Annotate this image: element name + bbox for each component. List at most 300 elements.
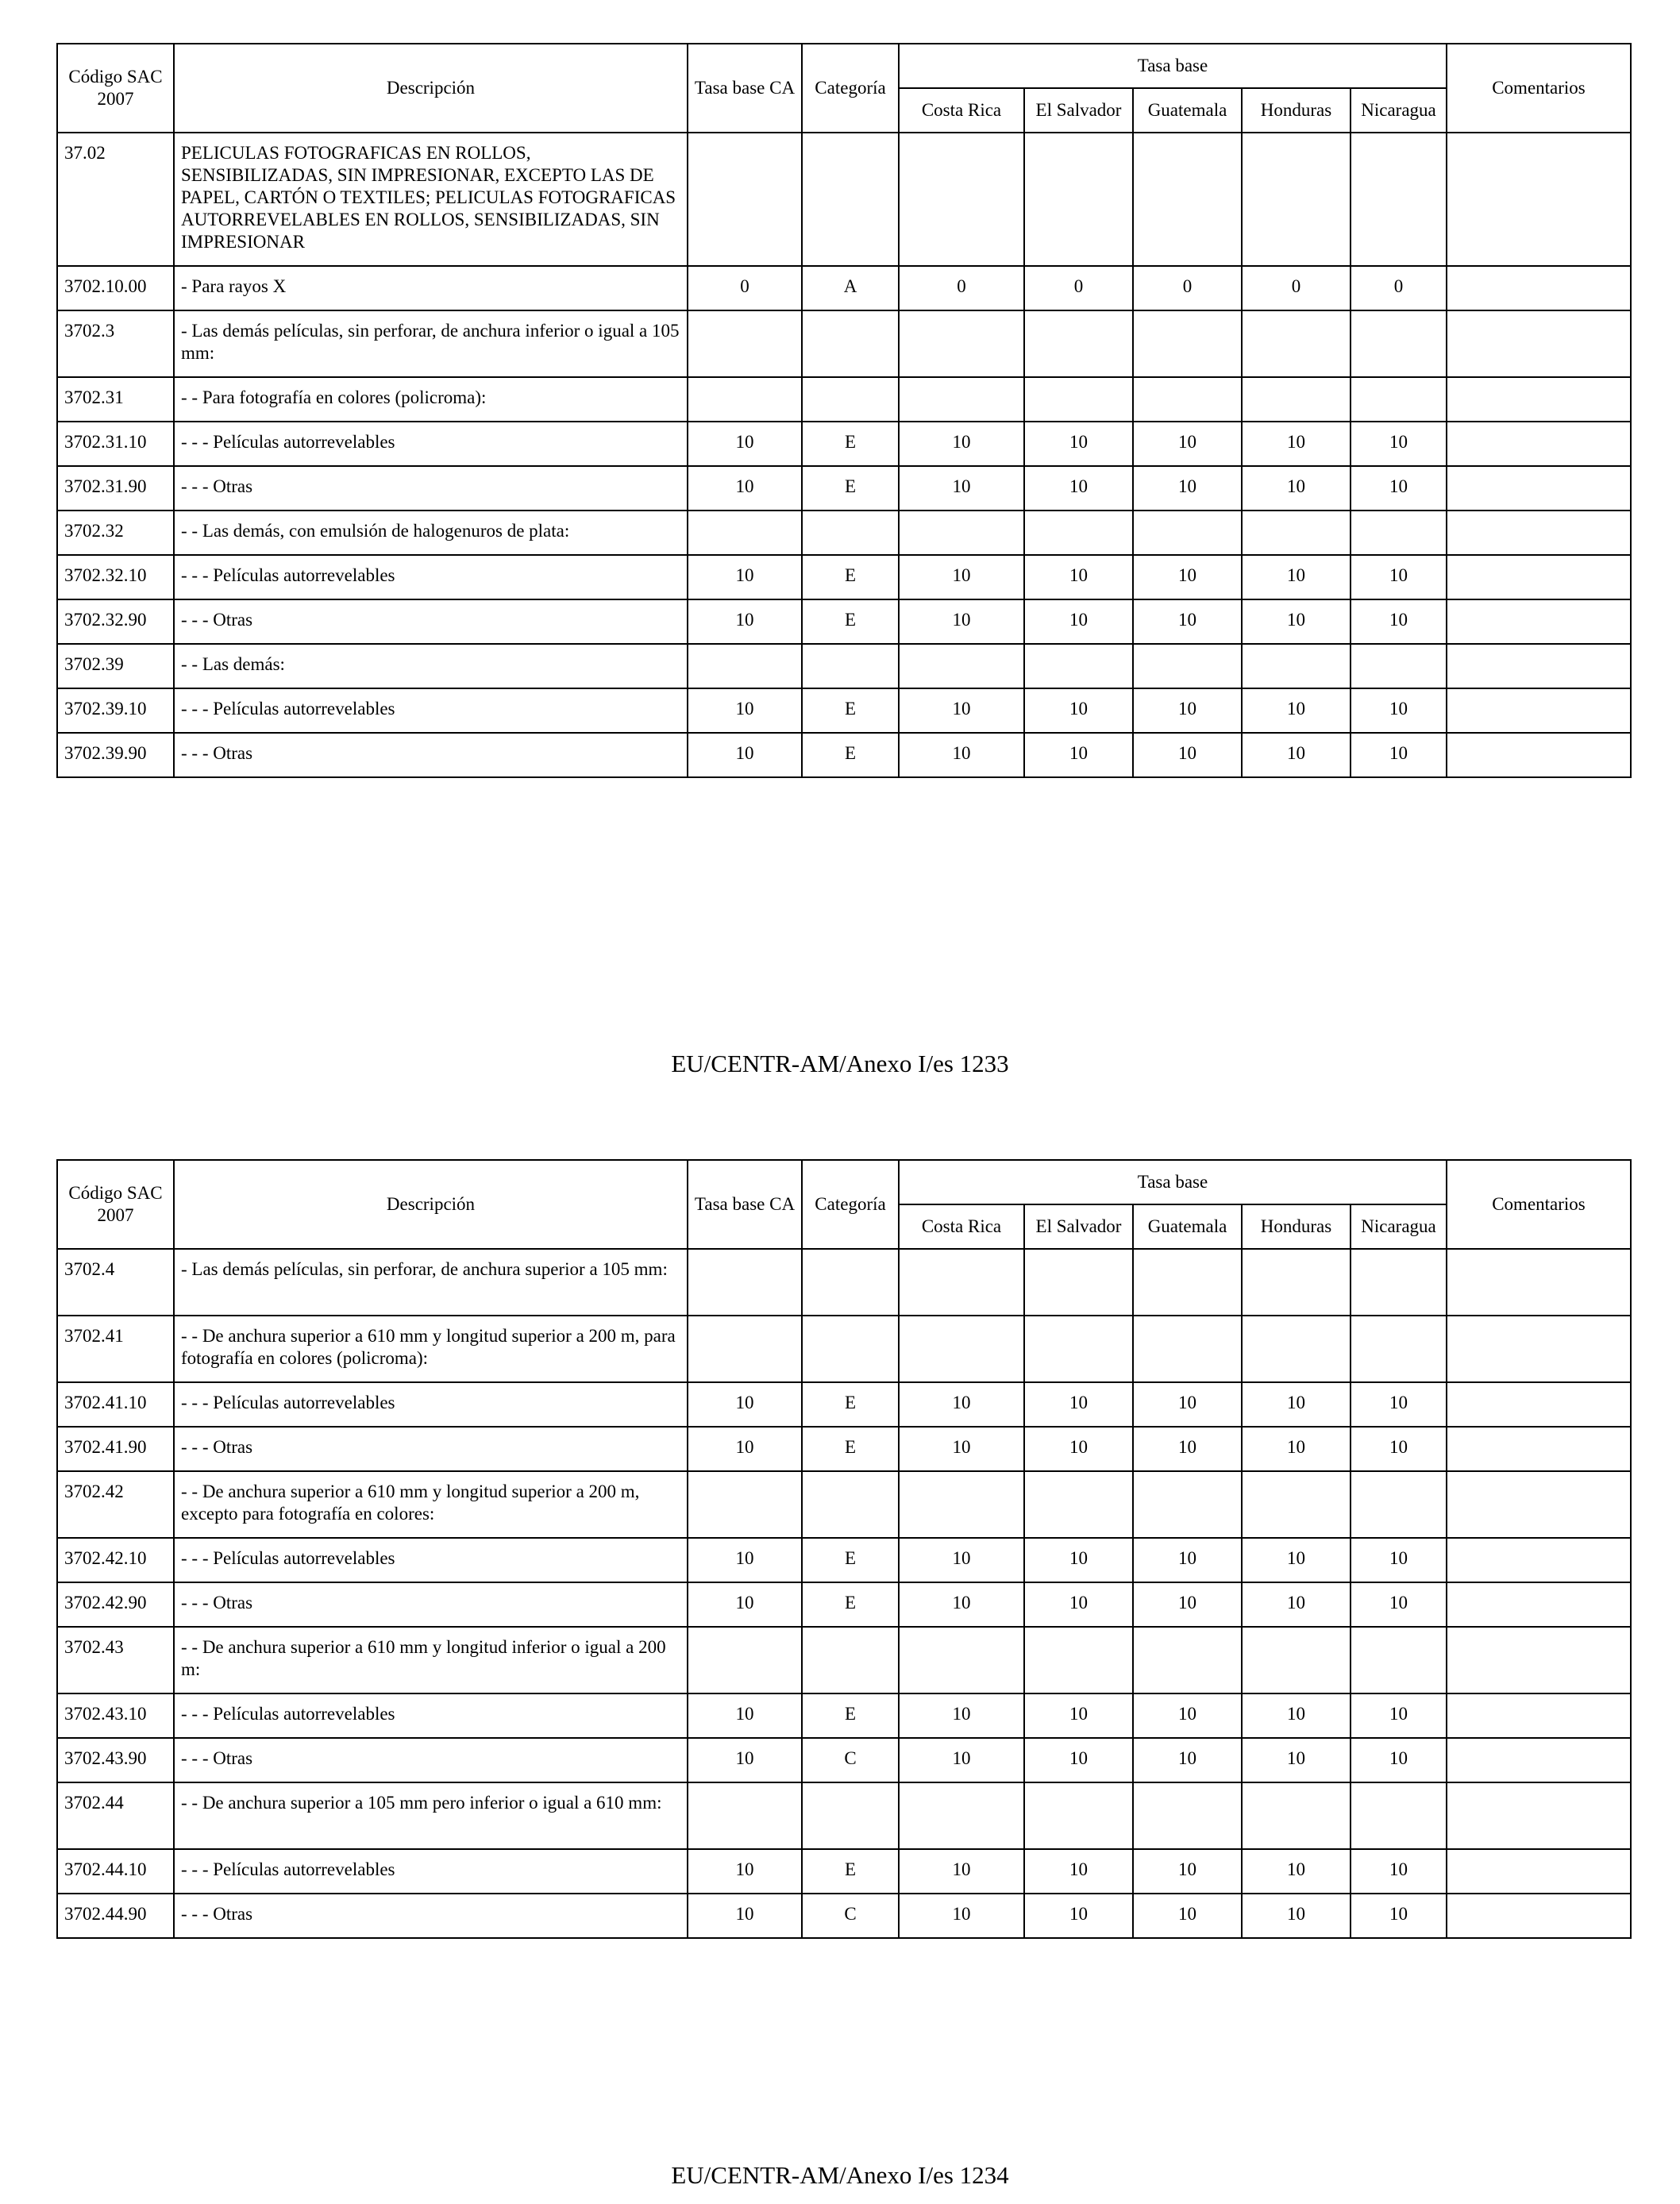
rate-el-salvador-cell: 10: [1024, 688, 1133, 733]
category-cell: [802, 511, 899, 555]
base-rate-ca-cell: 10: [688, 599, 802, 644]
rate-honduras-cell: 0: [1242, 266, 1351, 310]
description-cell: - - De anchura superior a 610 mm y longitud inferior o igual a 200 m:: [174, 1627, 688, 1693]
rate-el-salvador-cell: 10: [1024, 1894, 1133, 1938]
base-rate-ca-cell: [688, 1471, 802, 1538]
description-cell: - - - Otras: [174, 1582, 688, 1627]
table-row: [57, 1738, 1631, 1782]
description-cell: - Para rayos X: [174, 266, 688, 310]
rate-nicaragua-cell: 0: [1351, 266, 1447, 310]
header-base-rate-ca: Tasa base CA: [688, 1160, 802, 1249]
description-cell: - - - Películas autorrevelables: [174, 1693, 688, 1738]
description-cell: - - - Otras: [174, 599, 688, 644]
code-cell: 3702.32.90: [57, 599, 174, 644]
rate-honduras-cell: 10: [1242, 1849, 1351, 1894]
code-cell: 3702.32: [57, 511, 174, 555]
comments-cell: [1447, 511, 1631, 555]
description-cell: - - - Otras: [174, 733, 688, 777]
description-cell: - - - Otras: [174, 466, 688, 511]
rate-guatemala-cell: 10: [1133, 733, 1242, 777]
rate-guatemala-cell: 10: [1133, 1582, 1242, 1627]
base-rate-ca-cell: 10: [688, 688, 802, 733]
table-row: [57, 133, 1631, 266]
category-cell: E: [802, 1538, 899, 1582]
code-cell: 3702.41: [57, 1316, 174, 1382]
rate-nicaragua-cell: 10: [1351, 422, 1447, 466]
comments-cell: [1447, 1249, 1631, 1316]
rate-el-salvador-cell: 10: [1024, 1738, 1133, 1782]
base-rate-ca-cell: 10: [688, 1538, 802, 1582]
table-row: [57, 1471, 1631, 1538]
rate-costa-rica-cell: [899, 1471, 1024, 1538]
rate-guatemala-cell: 10: [1133, 466, 1242, 511]
rate-costa-rica-cell: 10: [899, 733, 1024, 777]
rate-guatemala-cell: [1133, 133, 1242, 266]
comments-cell: [1447, 310, 1631, 377]
description-cell: - - - Otras: [174, 1427, 688, 1471]
rate-costa-rica-cell: [899, 1782, 1024, 1849]
rate-el-salvador-cell: 10: [1024, 733, 1133, 777]
rate-guatemala-cell: 10: [1133, 1693, 1242, 1738]
base-rate-ca-cell: 10: [688, 1693, 802, 1738]
rate-el-salvador-cell: 0: [1024, 266, 1133, 310]
rate-guatemala-cell: 10: [1133, 422, 1242, 466]
base-rate-ca-cell: 10: [688, 466, 802, 511]
page-footer: EU/CENTR-AM/Anexo I/es 1233: [671, 1050, 1009, 1077]
rate-costa-rica-cell: 10: [899, 1738, 1024, 1782]
rate-guatemala-cell: [1133, 1627, 1242, 1693]
header-country-guatemala: Guatemala: [1133, 88, 1242, 133]
rate-costa-rica-cell: 0: [899, 266, 1024, 310]
tariff-table-2: [56, 1159, 1632, 1939]
description-cell: - Las demás películas, sin perforar, de anchura inferior o igual a 105 mm:: [174, 310, 688, 377]
category-cell: [802, 377, 899, 422]
rate-honduras-cell: 10: [1242, 422, 1351, 466]
category-cell: [802, 310, 899, 377]
rate-costa-rica-cell: 10: [899, 422, 1024, 466]
rate-nicaragua-cell: 10: [1351, 1582, 1447, 1627]
rate-nicaragua-cell: [1351, 511, 1447, 555]
comments-cell: [1447, 133, 1631, 266]
description-cell: - - De anchura superior a 610 mm y longitud superior a 200 m, excepto para fotografía en colores:: [174, 1471, 688, 1538]
base-rate-ca-cell: [688, 377, 802, 422]
comments-cell: [1447, 1582, 1631, 1627]
rate-guatemala-cell: [1133, 1249, 1242, 1316]
rate-costa-rica-cell: 10: [899, 1582, 1024, 1627]
category-cell: [802, 1316, 899, 1382]
code-cell: 3702.3: [57, 310, 174, 377]
rate-guatemala-cell: 10: [1133, 1427, 1242, 1471]
rate-guatemala-cell: [1133, 1316, 1242, 1382]
code-cell: 3702.43.10: [57, 1693, 174, 1738]
category-cell: [802, 1627, 899, 1693]
base-rate-ca-cell: 10: [688, 422, 802, 466]
table-row: [57, 1849, 1631, 1894]
rate-honduras-cell: [1242, 511, 1351, 555]
comments-cell: [1447, 1538, 1631, 1582]
rate-costa-rica-cell: 10: [899, 1382, 1024, 1427]
header-country-costa-rica: Costa Rica: [899, 88, 1024, 133]
rate-guatemala-cell: [1133, 1471, 1242, 1538]
header-code: Código SAC 2007: [57, 44, 174, 133]
code-cell: 3702.44: [57, 1782, 174, 1849]
rate-el-salvador-cell: 10: [1024, 1427, 1133, 1471]
rate-honduras-cell: [1242, 1782, 1351, 1849]
rate-costa-rica-cell: 10: [899, 1538, 1024, 1582]
rate-nicaragua-cell: 10: [1351, 466, 1447, 511]
base-rate-ca-cell: [688, 133, 802, 266]
rate-costa-rica-cell: 10: [899, 1894, 1024, 1938]
rate-honduras-cell: 10: [1242, 688, 1351, 733]
table-header: [57, 1160, 1631, 1249]
category-cell: [802, 1471, 899, 1538]
rate-guatemala-cell: [1133, 1782, 1242, 1849]
rate-honduras-cell: [1242, 310, 1351, 377]
table-row: [57, 1382, 1631, 1427]
rate-costa-rica-cell: [899, 377, 1024, 422]
header-country-costa-rica: Costa Rica: [899, 1204, 1024, 1249]
table-row: [57, 1627, 1631, 1693]
rate-honduras-cell: 10: [1242, 1427, 1351, 1471]
rate-el-salvador-cell: [1024, 1627, 1133, 1693]
category-cell: E: [802, 1849, 899, 1894]
category-cell: [802, 133, 899, 266]
code-cell: 3702.41.90: [57, 1427, 174, 1471]
table-row: [57, 1316, 1631, 1382]
category-cell: [802, 1249, 899, 1316]
rate-costa-rica-cell: [899, 1627, 1024, 1693]
base-rate-ca-cell: 10: [688, 1894, 802, 1938]
rate-el-salvador-cell: [1024, 1782, 1133, 1849]
table-row: [57, 1693, 1631, 1738]
table-row: [57, 733, 1631, 777]
code-cell: 3702.31: [57, 377, 174, 422]
rate-guatemala-cell: 10: [1133, 555, 1242, 599]
table-row: [57, 422, 1631, 466]
comments-cell: [1447, 466, 1631, 511]
rate-costa-rica-cell: 10: [899, 555, 1024, 599]
header-country-nicaragua: Nicaragua: [1351, 1204, 1447, 1249]
rate-guatemala-cell: [1133, 511, 1242, 555]
rate-nicaragua-cell: 10: [1351, 1538, 1447, 1582]
rate-costa-rica-cell: 10: [899, 1693, 1024, 1738]
description-cell: - - - Películas autorrevelables: [174, 1849, 688, 1894]
rate-nicaragua-cell: [1351, 1471, 1447, 1538]
table-row: [57, 1427, 1631, 1471]
code-cell: 3702.42.90: [57, 1582, 174, 1627]
category-cell: A: [802, 266, 899, 310]
rate-el-salvador-cell: [1024, 133, 1133, 266]
rate-nicaragua-cell: 10: [1351, 733, 1447, 777]
code-cell: 3702.4: [57, 1249, 174, 1316]
header-country-nicaragua: Nicaragua: [1351, 88, 1447, 133]
rate-costa-rica-cell: [899, 1316, 1024, 1382]
rate-nicaragua-cell: 10: [1351, 555, 1447, 599]
rate-costa-rica-cell: [899, 1249, 1024, 1316]
header-category: Categoría: [802, 44, 899, 133]
category-cell: E: [802, 733, 899, 777]
rate-nicaragua-cell: [1351, 1249, 1447, 1316]
comments-cell: [1447, 733, 1631, 777]
category-cell: E: [802, 1382, 899, 1427]
rate-el-salvador-cell: 10: [1024, 1849, 1133, 1894]
rate-guatemala-cell: 10: [1133, 1538, 1242, 1582]
header-country-honduras: Honduras: [1242, 88, 1351, 133]
description-cell: - - Las demás:: [174, 644, 688, 688]
header-base-rate: Tasa base: [899, 1160, 1447, 1204]
comments-cell: [1447, 1782, 1631, 1849]
comments-cell: [1447, 1316, 1631, 1382]
description-cell: - - De anchura superior a 610 mm y longitud superior a 200 m, para fotografía en colores (policroma):: [174, 1316, 688, 1382]
rate-nicaragua-cell: 10: [1351, 599, 1447, 644]
header-country-el-salvador: El Salvador: [1024, 88, 1133, 133]
comments-cell: [1447, 1627, 1631, 1693]
rate-honduras-cell: 10: [1242, 466, 1351, 511]
header-base-rate: Tasa base: [899, 44, 1447, 88]
rate-nicaragua-cell: 10: [1351, 1894, 1447, 1938]
table-row: [57, 555, 1631, 599]
category-cell: E: [802, 688, 899, 733]
header-comments: Comentarios: [1447, 1160, 1631, 1249]
comments-cell: [1447, 599, 1631, 644]
base-rate-ca-cell: 10: [688, 733, 802, 777]
code-cell: 37.02: [57, 133, 174, 266]
rate-honduras-cell: [1242, 1471, 1351, 1538]
category-cell: E: [802, 1693, 899, 1738]
code-cell: 3702.10.00: [57, 266, 174, 310]
rate-honduras-cell: 10: [1242, 555, 1351, 599]
table-row: [57, 310, 1631, 377]
rate-guatemala-cell: [1133, 310, 1242, 377]
code-cell: 3702.44.10: [57, 1849, 174, 1894]
comments-cell: [1447, 1693, 1631, 1738]
rate-nicaragua-cell: [1351, 1782, 1447, 1849]
header-code: Código SAC 2007: [57, 1160, 174, 1249]
base-rate-ca-cell: 10: [688, 1738, 802, 1782]
rate-el-salvador-cell: 10: [1024, 466, 1133, 511]
description-cell: - - - Películas autorrevelables: [174, 1382, 688, 1427]
category-cell: E: [802, 555, 899, 599]
table-header: [57, 44, 1631, 133]
comments-cell: [1447, 1894, 1631, 1938]
tariff-table-1: [56, 43, 1632, 778]
base-rate-ca-cell: [688, 1782, 802, 1849]
rate-el-salvador-cell: 10: [1024, 1538, 1133, 1582]
rate-nicaragua-cell: 10: [1351, 1382, 1447, 1427]
rate-guatemala-cell: 10: [1133, 1738, 1242, 1782]
comments-cell: [1447, 1849, 1631, 1894]
rate-guatemala-cell: 10: [1133, 1382, 1242, 1427]
header-description: Descripción: [174, 1160, 688, 1249]
code-cell: 3702.43: [57, 1627, 174, 1693]
rate-el-salvador-cell: [1024, 644, 1133, 688]
comments-cell: [1447, 1427, 1631, 1471]
table-body: [57, 1249, 1631, 1938]
rate-nicaragua-cell: 10: [1351, 1738, 1447, 1782]
rate-el-salvador-cell: [1024, 310, 1133, 377]
base-rate-ca-cell: 10: [688, 1582, 802, 1627]
rate-el-salvador-cell: 10: [1024, 1693, 1133, 1738]
table-row: [57, 511, 1631, 555]
rate-honduras-cell: [1242, 1316, 1351, 1382]
rate-costa-rica-cell: 10: [899, 1427, 1024, 1471]
table-row: [57, 644, 1631, 688]
rate-honduras-cell: [1242, 133, 1351, 266]
code-cell: 3702.39.10: [57, 688, 174, 733]
rate-honduras-cell: 10: [1242, 1382, 1351, 1427]
description-cell: - - Las demás, con emulsión de halogenuros de plata:: [174, 511, 688, 555]
code-cell: 3702.43.90: [57, 1738, 174, 1782]
rate-costa-rica-cell: [899, 644, 1024, 688]
comments-cell: [1447, 1738, 1631, 1782]
base-rate-ca-cell: 10: [688, 1849, 802, 1894]
category-cell: E: [802, 466, 899, 511]
rate-costa-rica-cell: 10: [899, 1849, 1024, 1894]
rate-nicaragua-cell: 10: [1351, 688, 1447, 733]
rate-honduras-cell: 10: [1242, 1894, 1351, 1938]
base-rate-ca-cell: [688, 1249, 802, 1316]
rate-honduras-cell: 10: [1242, 1738, 1351, 1782]
rate-nicaragua-cell: [1351, 1627, 1447, 1693]
code-cell: 3702.39.90: [57, 733, 174, 777]
description-cell: - - - Otras: [174, 1738, 688, 1782]
rate-honduras-cell: 10: [1242, 1538, 1351, 1582]
rate-costa-rica-cell: [899, 511, 1024, 555]
rate-guatemala-cell: 10: [1133, 688, 1242, 733]
rate-guatemala-cell: 10: [1133, 1849, 1242, 1894]
code-cell: 3702.41.10: [57, 1382, 174, 1427]
comments-cell: [1447, 422, 1631, 466]
rate-guatemala-cell: 0: [1133, 266, 1242, 310]
table-body: [57, 133, 1631, 777]
rate-costa-rica-cell: [899, 310, 1024, 377]
rate-el-salvador-cell: [1024, 377, 1133, 422]
category-cell: C: [802, 1738, 899, 1782]
rate-honduras-cell: 10: [1242, 599, 1351, 644]
rate-guatemala-cell: [1133, 644, 1242, 688]
base-rate-ca-cell: [688, 511, 802, 555]
category-cell: [802, 1782, 899, 1849]
description-cell: - - - Películas autorrevelables: [174, 422, 688, 466]
code-cell: 3702.44.90: [57, 1894, 174, 1938]
rate-el-salvador-cell: 10: [1024, 1582, 1133, 1627]
code-cell: 3702.42.10: [57, 1538, 174, 1582]
rate-el-salvador-cell: [1024, 1471, 1133, 1538]
rate-honduras-cell: [1242, 377, 1351, 422]
category-cell: E: [802, 422, 899, 466]
comments-cell: [1447, 555, 1631, 599]
base-rate-ca-cell: 0: [688, 266, 802, 310]
rate-guatemala-cell: 10: [1133, 1894, 1242, 1938]
rate-honduras-cell: 10: [1242, 1582, 1351, 1627]
code-cell: 3702.39: [57, 644, 174, 688]
header-category: Categoría: [802, 1160, 899, 1249]
header-country-el-salvador: El Salvador: [1024, 1204, 1133, 1249]
comments-cell: [1447, 377, 1631, 422]
rate-nicaragua-cell: 10: [1351, 1849, 1447, 1894]
base-rate-ca-cell: [688, 644, 802, 688]
comments-cell: [1447, 1471, 1631, 1538]
table-row: [57, 1582, 1631, 1627]
rate-guatemala-cell: 10: [1133, 599, 1242, 644]
rate-guatemala-cell: [1133, 377, 1242, 422]
base-rate-ca-cell: [688, 310, 802, 377]
rate-honduras-cell: [1242, 644, 1351, 688]
header-country-guatemala: Guatemala: [1133, 1204, 1242, 1249]
base-rate-ca-cell: 10: [688, 1382, 802, 1427]
table-row: [57, 1894, 1631, 1938]
base-rate-ca-cell: [688, 1316, 802, 1382]
comments-cell: [1447, 266, 1631, 310]
comments-cell: [1447, 688, 1631, 733]
header-base-rate-ca: Tasa base CA: [688, 44, 802, 133]
table-row: [57, 466, 1631, 511]
category-cell: [802, 644, 899, 688]
base-rate-ca-cell: 10: [688, 1427, 802, 1471]
rate-honduras-cell: [1242, 1249, 1351, 1316]
rate-costa-rica-cell: 10: [899, 599, 1024, 644]
rate-el-salvador-cell: [1024, 1316, 1133, 1382]
table-row: [57, 377, 1631, 422]
description-cell: - - - Películas autorrevelables: [174, 688, 688, 733]
header-comments: Comentarios: [1447, 44, 1631, 133]
description-cell: - - - Películas autorrevelables: [174, 555, 688, 599]
rate-nicaragua-cell: [1351, 377, 1447, 422]
table-row: [57, 688, 1631, 733]
description-cell: - - De anchura superior a 105 mm pero inferior o igual a 610 mm:: [174, 1782, 688, 1849]
rate-costa-rica-cell: [899, 133, 1024, 266]
rate-costa-rica-cell: 10: [899, 466, 1024, 511]
rate-el-salvador-cell: 10: [1024, 422, 1133, 466]
code-cell: 3702.31.90: [57, 466, 174, 511]
rate-el-salvador-cell: [1024, 511, 1133, 555]
description-cell: - Las demás películas, sin perforar, de anchura superior a 105 mm:: [174, 1249, 688, 1316]
description-cell: - - - Otras: [174, 1894, 688, 1938]
rate-nicaragua-cell: [1351, 644, 1447, 688]
table-row: [57, 599, 1631, 644]
rate-el-salvador-cell: 10: [1024, 1382, 1133, 1427]
rate-honduras-cell: 10: [1242, 733, 1351, 777]
rate-el-salvador-cell: [1024, 1249, 1133, 1316]
category-cell: E: [802, 599, 899, 644]
base-rate-ca-cell: 10: [688, 555, 802, 599]
rate-nicaragua-cell: 10: [1351, 1427, 1447, 1471]
rate-el-salvador-cell: 10: [1024, 555, 1133, 599]
table-row: [57, 1249, 1631, 1316]
page-footer: EU/CENTR-AM/Anexo I/es 1234: [671, 2161, 1009, 2189]
code-cell: 3702.32.10: [57, 555, 174, 599]
rate-honduras-cell: 10: [1242, 1693, 1351, 1738]
rate-costa-rica-cell: 10: [899, 688, 1024, 733]
table-row: [57, 1782, 1631, 1849]
description-cell: - - Para fotografía en colores (policroma):: [174, 377, 688, 422]
description-cell: - - - Películas autorrevelables: [174, 1538, 688, 1582]
comments-cell: [1447, 644, 1631, 688]
comments-cell: [1447, 1382, 1631, 1427]
category-cell: E: [802, 1582, 899, 1627]
description-cell: PELICULAS FOTOGRAFICAS EN ROLLOS, SENSIBILIZADAS, SIN IMPRESIONAR, EXCEPTO LAS DE PAPEL, CARTÓN O TEXTILES; PELICULAS FOTOGRAFICAS AUTORREVELABLES EN ROLLOS, SENSIBILIZADAS, SIN IMPRESIONAR: [174, 133, 688, 266]
code-cell: 3702.31.10: [57, 422, 174, 466]
table-row: [57, 266, 1631, 310]
base-rate-ca-cell: [688, 1627, 802, 1693]
table-row: [57, 1538, 1631, 1582]
category-cell: E: [802, 1427, 899, 1471]
rate-nicaragua-cell: [1351, 1316, 1447, 1382]
rate-el-salvador-cell: 10: [1024, 599, 1133, 644]
header-country-honduras: Honduras: [1242, 1204, 1351, 1249]
rate-honduras-cell: [1242, 1627, 1351, 1693]
category-cell: C: [802, 1894, 899, 1938]
